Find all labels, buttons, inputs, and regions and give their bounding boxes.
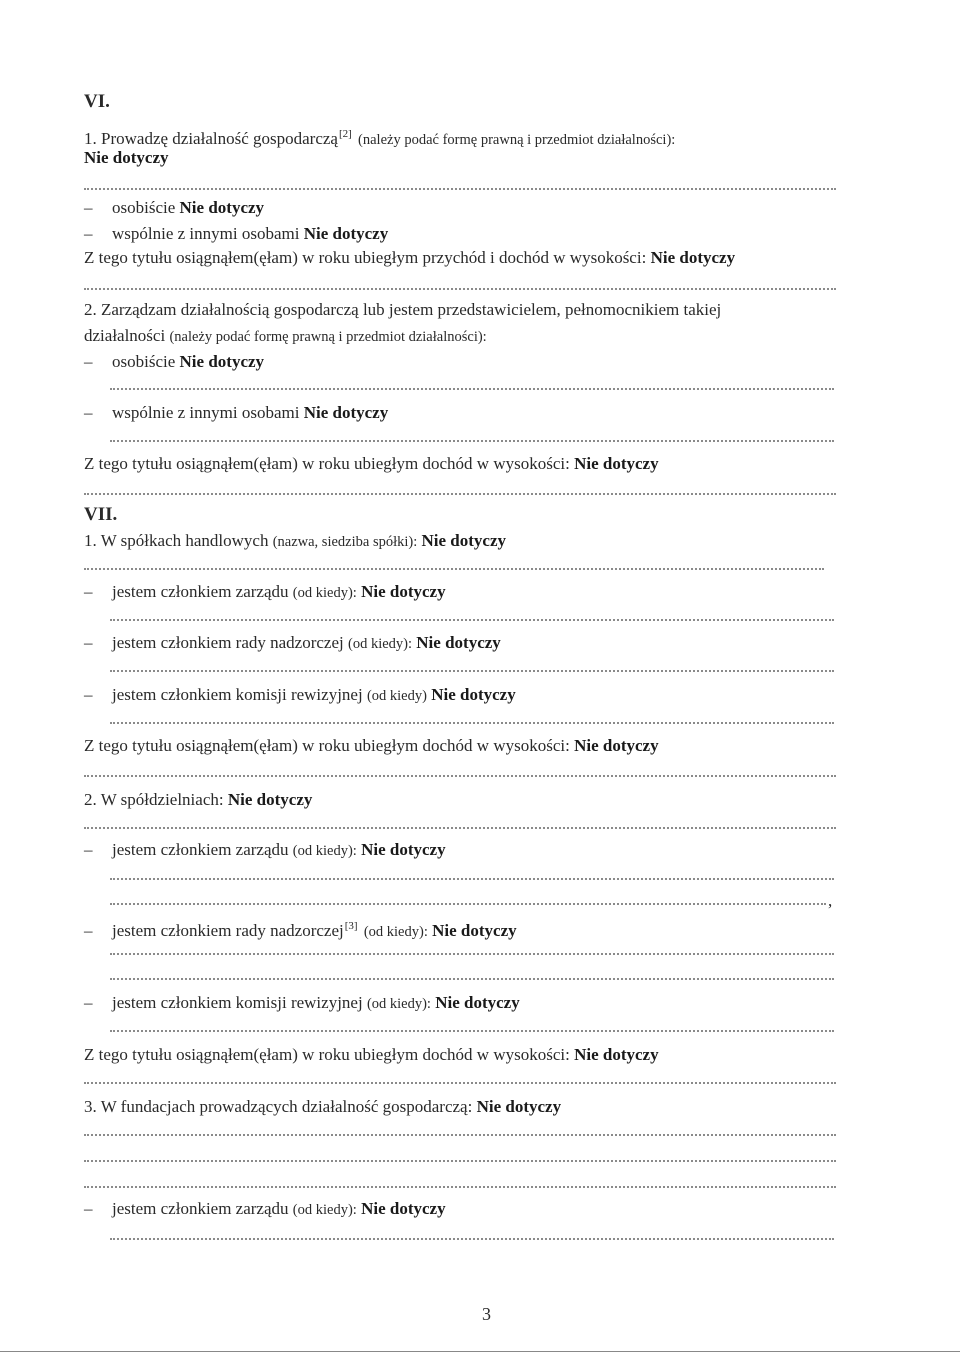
dotted-fill-line: [110, 722, 834, 724]
vii-item-1-note: (nazwa, siedziba spółki):: [272, 534, 418, 550]
vii-item-1: [84, 531, 506, 552]
vi-item-2-line2-text: działalności: [84, 326, 166, 345]
dotted-fill-line: [84, 775, 836, 777]
footnote-2-ref: [2]: [338, 128, 352, 140]
vii-item-1-supervisory-label: jestem członkiem rady nadzorczej: [112, 633, 344, 652]
dotted-fill-line: [110, 388, 834, 390]
vii-item-1-income-value: Nie dotyczy: [574, 736, 659, 755]
vi-item-2-line1: 2. Zarządzam działalnością gospodarczą lub jestem przedstawicielem, pełnomocnikiem takiej: [84, 300, 722, 319]
vii-item-3-board: [84, 1199, 446, 1220]
vii-item-3-board-label: jestem członkiem zarządu: [112, 1199, 289, 1218]
dotted-fill-line: [84, 1186, 836, 1188]
vii-item-2-audit-label: jestem członkiem komisji rewizyjnej: [112, 993, 363, 1012]
vii-item-2-audit-note: (od kiedy):: [366, 996, 431, 1012]
list-dash: –: [84, 403, 93, 422]
vii-item-1-board-note: (od kiedy):: [292, 585, 357, 601]
vii-item-2-supervisory: [84, 916, 517, 942]
section-vi-heading: VI.: [84, 91, 110, 112]
vi-item-2-income-label: Z tego tytułu osiągnąłem(ęłam) w roku ubiegłym dochód w wysokości:: [84, 454, 570, 473]
dotted-fill-line: [110, 903, 826, 905]
vii-item-1-board: [84, 582, 446, 603]
dotted-fill-line: [84, 288, 836, 290]
vii-item-1-supervisory: [84, 633, 501, 654]
list-dash: –: [84, 1199, 93, 1218]
vii-item-1-supervisory-value: Nie dotyczy: [416, 633, 501, 652]
list-dash: –: [84, 224, 93, 243]
vii-item-1-supervisory-note: (od kiedy):: [348, 636, 413, 652]
vii-item-2-income: [84, 1045, 659, 1065]
dotted-fill-line: [110, 440, 834, 442]
vii-item-3: [84, 1097, 561, 1117]
dotted-fill-line: [84, 568, 824, 570]
vi-item-2-income: [84, 454, 659, 474]
vii-item-1-audit-value: Nie dotyczy: [431, 685, 516, 704]
vi-item-1-joint-value: Nie dotyczy: [303, 224, 389, 243]
list-dash: –: [84, 198, 93, 217]
vii-item-2-supervisory-label: jestem członkiem rady nadzorczej: [112, 921, 344, 940]
vii-item-2-board-label: jestem członkiem zarządu: [112, 840, 289, 859]
dotted-fill-line: [110, 953, 834, 955]
list-dash: –: [84, 582, 93, 601]
list-dash: –: [84, 993, 93, 1012]
vii-item-2-value: Nie dotyczy: [227, 790, 313, 809]
dotted-fill-line: [84, 1134, 836, 1136]
vi-item-1-personal: [84, 198, 264, 218]
dotted-fill-line: [110, 1238, 834, 1240]
list-dash: –: [84, 840, 93, 859]
vii-item-2-audit: [84, 993, 520, 1014]
vii-item-1-income-label: Z tego tytułu osiągnąłem(ęłam) w roku ubiegłym dochód w wysokości:: [84, 736, 570, 755]
page-bottom-edge: [0, 1351, 960, 1352]
vii-item-1-board-label: jestem członkiem zarządu: [112, 582, 289, 601]
vii-item-3-label: 3. W fundacjach prowadzących działalność gospodarczą:: [84, 1097, 473, 1116]
vi-item-1-income-label: Z tego tytułu osiągnąłem(ęłam) w roku ubiegłym przychód i dochód w wysokości:: [84, 248, 647, 267]
vii-item-1-audit-note: (od kiedy): [366, 688, 427, 704]
vi-item-2-joint: [84, 403, 388, 423]
vii-item-1-audit-label: jestem członkiem komisji rewizyjnej: [112, 685, 363, 704]
dotted-fill-line: [110, 1030, 834, 1032]
dotted-fill-line: [84, 827, 836, 829]
dotted-fill-line: [110, 978, 834, 980]
dotted-fill-line: [110, 619, 834, 621]
vi-item-1-joint-label: wspólnie z innymi osobami: [112, 224, 300, 243]
footnote-3-ref: [3]: [344, 920, 358, 932]
vii-item-1-audit: [84, 685, 516, 706]
vi-item-1-income-value: Nie dotyczy: [650, 248, 736, 267]
vii-item-2-audit-value: Nie dotyczy: [435, 993, 520, 1012]
vii-item-2-income-label: Z tego tytułu osiągnąłem(ęłam) w roku ubiegłym dochód w wysokości:: [84, 1045, 570, 1064]
dotted-fill-line: [110, 878, 834, 880]
vi-item-1-income: [84, 248, 735, 268]
vii-item-2: [84, 790, 312, 810]
section-vii-heading: VII.: [84, 504, 118, 525]
dotted-fill-line: [84, 188, 836, 190]
list-dash: –: [84, 352, 93, 371]
vi-item-1: [84, 124, 675, 150]
vii-item-3-value: Nie dotyczy: [476, 1097, 562, 1116]
vi-item-1-personal-label: osobiście: [112, 198, 176, 217]
list-dash: –: [84, 685, 93, 704]
vii-item-3-board-note: (od kiedy):: [292, 1202, 357, 1218]
vii-item-2-label: 2. W spółdzielniach:: [84, 790, 224, 809]
vi-item-2-personal: [84, 352, 264, 372]
dotted-fill-line: [84, 1082, 836, 1084]
vii-item-1-board-value: Nie dotyczy: [361, 582, 446, 601]
vii-item-2-board-value: Nie dotyczy: [361, 840, 446, 859]
vii-item-1-income: [84, 736, 659, 756]
list-dash: –: [84, 633, 93, 652]
vii-item-1-value: Nie dotyczy: [421, 531, 507, 550]
vi-item-1-joint: [84, 224, 388, 244]
vii-item-1-label: 1. W spółkach handlowych: [84, 531, 269, 550]
vi-item-2-personal-value: Nie dotyczy: [179, 352, 265, 371]
vi-item-2-personal-label: osobiście: [112, 352, 176, 371]
vi-item-1-value: Nie dotyczy: [84, 148, 169, 167]
vi-item-2-joint-value: Nie dotyczy: [303, 403, 389, 422]
vi-item-2-line2: [84, 326, 487, 347]
vi-item-2-income-value: Nie dotyczy: [574, 454, 659, 473]
vi-item-1-label: 1. Prowadzę działalność gospodarczą: [84, 129, 338, 148]
vii-item-2-income-value: Nie dotyczy: [574, 1045, 659, 1064]
page-number: 3: [482, 1304, 491, 1324]
list-dash: –: [84, 921, 93, 940]
dotted-fill-line: [84, 493, 836, 495]
vii-item-2-board-note: (od kiedy):: [292, 843, 357, 859]
vi-item-2-note: (należy podać formę prawną i przedmiot działalności):: [169, 329, 487, 345]
dotted-fill-line: [84, 1160, 836, 1162]
vi-item-1-note: (należy podać formę prawną i przedmiot działalności):: [358, 132, 676, 148]
vi-item-2-joint-label: wspólnie z innymi osobami: [112, 403, 300, 422]
line-comma: ,: [828, 891, 833, 910]
vii-item-2-supervisory-note: (od kiedy):: [363, 924, 428, 940]
vii-item-2-supervisory-value: Nie dotyczy: [432, 921, 517, 940]
vi-item-1-personal-value: Nie dotyczy: [179, 198, 265, 217]
dotted-fill-line: [110, 670, 834, 672]
vii-item-2-board: [84, 840, 446, 861]
vii-item-3-board-value: Nie dotyczy: [361, 1199, 446, 1218]
